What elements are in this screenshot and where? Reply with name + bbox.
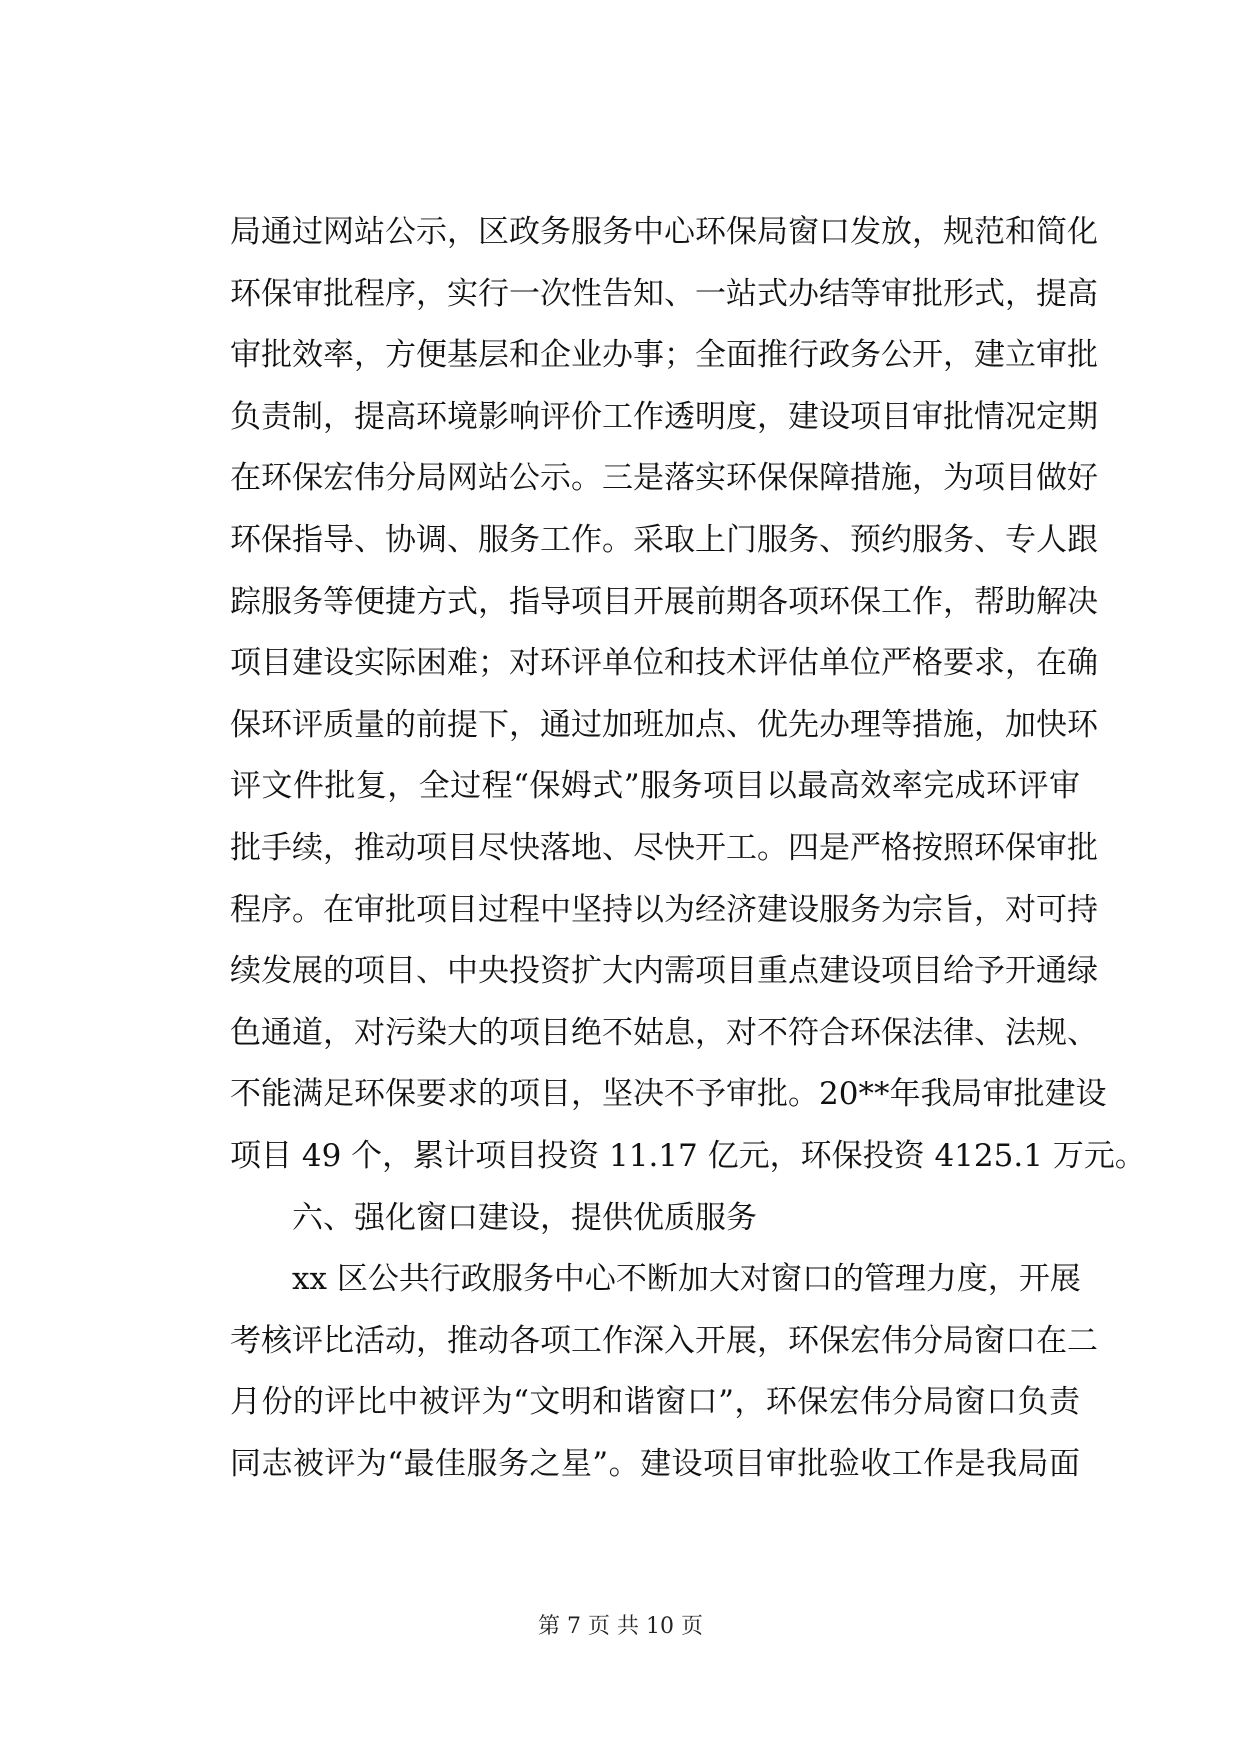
- text-line: 局通过网站公示，区政务服务中心环保局窗口发放，规范和简化: [230, 214, 1098, 250]
- text-line: 批手续，推动项目尽快落地、尽快开工。四是严格按照环保审批: [230, 829, 1098, 866]
- text-line: 在环保宏伟分局网站公示。三是落实环保保障措施，为项目做好: [230, 460, 1098, 497]
- page-footer: 第 7 页 共 10 页: [538, 1614, 703, 1639]
- text-line: 踪服务等便捷方式，指导项目开展前期各项环保工作，帮助解决: [230, 583, 1098, 620]
- text-line: 考核评比活动，推动各项工作深入开展，环保宏伟分局窗口在二: [230, 1322, 1098, 1359]
- text-line: 环保审批程序，实行一次性告知、一站式办结等审批形式，提高: [230, 275, 1098, 312]
- text-line: 项目 49 个，累计项目投资 11.17 亿元，环保投资 4125.1 万元。: [230, 1137, 1146, 1174]
- text-line: 负责制，提高环境影响评价工作透明度，建设项目审批情况定期: [230, 398, 1098, 435]
- document-body: [230, 202, 1146, 1495]
- text-line: 审批效率，方便基层和企业办事；全面推行政务公开，建立审批: [230, 337, 1098, 374]
- text-line: 环保指导、协调、服务工作。采取上门服务、预约服务、专人跟: [230, 521, 1098, 558]
- text-line: 项目建设实际困难；对环评单位和技术评估单位严格要求，在确: [230, 645, 1098, 682]
- text-line: 续发展的项目、中央投资扩大内需项目重点建设项目给予开通绿: [230, 953, 1098, 990]
- text-line: 保环评质量的前提下，通过加班加点、优先办理等措施，加快环: [230, 706, 1098, 743]
- section-heading: 六、强化窗口建设，提供优质服务: [292, 1199, 757, 1236]
- text-line: 评文件批复，全过程“保姆式”服务项目以最高效率完成环评审: [230, 768, 1080, 805]
- text-line: 程序。在审批项目过程中坚持以为经济建设服务为宗旨，对可持: [230, 891, 1098, 928]
- text-line: 不能满足环保要求的项目，坚决不予审批。20**年我局审批建设: [230, 1076, 1107, 1113]
- text-line: 月份的评比中被评为“文明和谐窗口”，环保宏伟分局窗口负责: [230, 1384, 1080, 1421]
- text-line: xx 区公共行政服务中心不断加大对窗口的管理力度，开展: [292, 1261, 1081, 1298]
- text-line: 同志被评为“最佳服务之星”。建设项目审批验收工作是我局面: [230, 1445, 1080, 1482]
- text-line: 色通道，对污染大的项目绝不姑息，对不符合环保法律、法规、: [230, 1014, 1098, 1051]
